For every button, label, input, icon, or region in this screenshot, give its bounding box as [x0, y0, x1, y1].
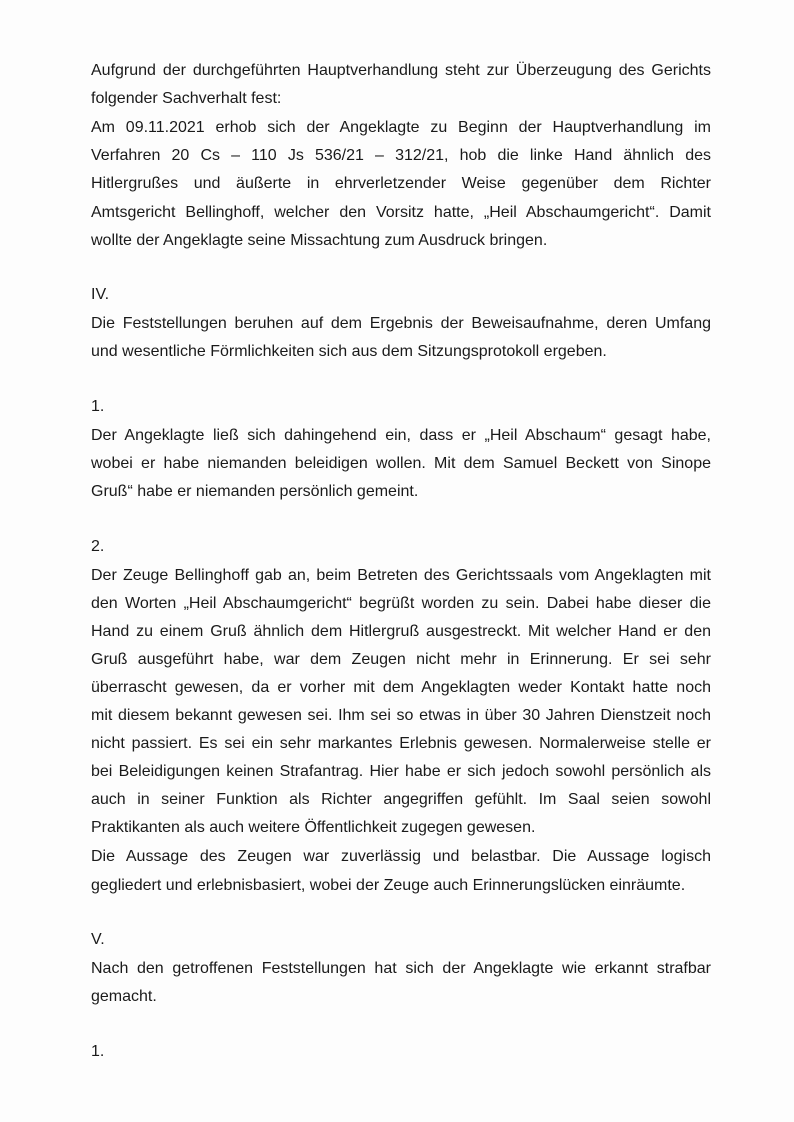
body-text-line: Gruß“ habe er niemanden persönlich gemeint.	[91, 483, 419, 500]
body-text-line: gegliedert und erlebnisbasiert, wobei der Zeuge auch Erinnerungslücken einräumte.	[91, 877, 686, 894]
body-text-line: Die Feststellungen beruhen auf dem Ergebnis der Beweisaufnahme, deren Umfang	[91, 315, 711, 332]
body-text-line: gemacht.	[91, 988, 157, 1005]
body-text-line: Die Aussage des Zeugen war zuverlässig und belastbar. Die Aussage logisch	[91, 848, 711, 865]
section-heading: IV.	[91, 286, 110, 303]
body-text-line: wollte der Angeklagte seine Missachtung zum Ausdruck bringen.	[91, 232, 548, 249]
body-text-line: Aufgrund der durchgeführten Hauptverhandlung steht zur Überzeugung des Gerichts	[91, 62, 711, 79]
body-text-line: Hitlergrußes und äußerte in ehrverletzender Weise gegenüber dem Richter	[91, 175, 711, 192]
body-text-line: Hand zu einem Gruß ähnlich dem Hitlergruß ausgestreckt. Mit welcher Hand er den	[91, 623, 711, 640]
subsection-number: 2.	[91, 538, 105, 555]
body-text-line: Amtsgericht Bellinghoff, welcher den Vorsitz hatte, „Heil Abschaumgericht“. Damit	[91, 204, 711, 221]
body-text-line: wobei er habe niemanden beleidigen wollen. Mit dem Samuel Beckett von Sinope	[91, 455, 711, 472]
body-text-line: Praktikanten als auch weitere Öffentlichkeit zugegen gewesen.	[91, 819, 536, 836]
subsection-number: 1.	[91, 1043, 105, 1060]
body-text-line: Am 09.11.2021 erhob sich der Angeklagte zu Beginn der Hauptverhandlung im	[91, 119, 711, 136]
body-text-line: und wesentliche Förmlichkeiten sich aus dem Sitzungsprotokoll ergeben.	[91, 343, 607, 360]
body-text-line: folgender Sachverhalt fest:	[91, 90, 282, 107]
body-text-line: auch in seiner Funktion als Richter angegriffen gefühlt. Im Saal seien sowohl	[91, 791, 711, 808]
body-text-line: Der Zeuge Bellinghoff gab an, beim Betreten des Gerichtssaals vom Angeklagten mit	[91, 567, 711, 584]
body-text-line: bei Beleidigungen keinen Strafantrag. Hier habe er sich jedoch sowohl persönlich als	[91, 763, 711, 780]
body-text-line: Gruß ausgeführt habe, war dem Zeugen nicht mehr in Erinnerung. Er sei sehr	[91, 651, 711, 668]
body-text-line: Der Angeklagte ließ sich dahingehend ein, dass er „Heil Abschaum“ gesagt habe,	[91, 427, 711, 444]
section-heading: V.	[91, 931, 105, 948]
body-text-line: Verfahren 20 Cs – 110 Js 536/21 – 312/21, hob die linke Hand ähnlich des	[91, 147, 711, 164]
subsection-number: 1.	[91, 398, 105, 415]
body-text-line: nicht passiert. Es sei ein sehr markantes Erlebnis gewesen. Normalerweise stelle er	[91, 735, 711, 752]
body-text-line: den Worten „Heil Abschaumgericht“ begrüßt worden zu sein. Dabei habe dieser die	[91, 595, 711, 612]
body-text-line: überrascht gewesen, da er vorher mit dem Angeklagten weder Kontakt hatte noch	[91, 679, 711, 696]
body-text-line: Nach den getroffenen Feststellungen hat sich der Angeklagte wie erkannt strafbar	[91, 960, 711, 977]
body-text-line: mit diesem bekannt gewesen sei. Ihm sei so etwas in über 30 Jahren Dienstzeit noch	[91, 707, 711, 724]
